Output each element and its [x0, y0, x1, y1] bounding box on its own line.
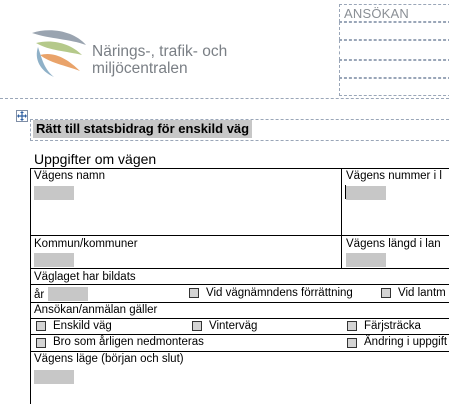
winter-road-label: Vinterväg: [209, 320, 258, 332]
row-divider-4: [30, 302, 449, 303]
ferry-checkbox[interactable]: [347, 321, 357, 331]
bridge-label: Bro som årligen nedmonteras: [53, 336, 204, 348]
table-border-left: [30, 168, 31, 404]
logo-text-line2: miljöcentralen: [92, 60, 188, 77]
header-divider: [0, 98, 449, 99]
road-number-field[interactable]: [346, 186, 386, 200]
row-divider-6: [30, 334, 449, 335]
column-divider: [341, 168, 342, 268]
table-move-handle-icon[interactable]: [16, 110, 28, 122]
row-divider-2: [30, 268, 449, 269]
year-field[interactable]: [48, 287, 88, 301]
header-cell-3: [339, 40, 449, 60]
header-cell-4: [339, 60, 449, 78]
logo-text-line1: Närings-, trafik- och: [92, 43, 228, 60]
road-name-label: Vägens namn: [34, 170, 105, 182]
organisation-name: [92, 43, 227, 77]
road-location-label: Vägens läge (början och slut): [34, 353, 184, 365]
road-name-field[interactable]: [34, 186, 74, 200]
land-survey-checkbox[interactable]: [381, 288, 391, 298]
form-title: Rätt till statsbidrag för enskild väg: [33, 120, 252, 138]
association-formed-label: Väglaget har bildats: [34, 271, 136, 283]
land-survey-label: Vid lantm: [398, 287, 446, 299]
row-divider-3: [30, 284, 449, 285]
section-heading: Uppgifter om vägen: [34, 151, 157, 167]
change-checkbox[interactable]: [347, 338, 357, 348]
road-length-field[interactable]: [346, 253, 386, 267]
road-board-proceedings-checkbox[interactable]: [189, 288, 199, 298]
application-concerns-label: Ansökan/anmälan gäller: [34, 304, 158, 316]
private-road-checkbox[interactable]: [36, 321, 46, 331]
road-length-label: Vägens längd i lan: [346, 238, 441, 250]
municipality-label: Kommun/kommuner: [34, 238, 138, 250]
row-divider-7: [30, 351, 449, 352]
bridge-checkbox[interactable]: [36, 338, 46, 348]
ely-logo-icon: [30, 25, 90, 85]
table-border-top: [30, 168, 449, 169]
header-cell-2: [339, 22, 449, 40]
ferry-label: Färjsträcka: [364, 320, 421, 332]
text-cursor: [345, 185, 346, 199]
year-label: år: [34, 289, 45, 301]
header-cell-5: [339, 78, 449, 96]
road-board-proceedings-label: Vid vägnämndens förrättning: [206, 287, 353, 299]
road-location-field[interactable]: [34, 370, 74, 384]
winter-road-checkbox[interactable]: [192, 321, 202, 331]
row-divider-1: [30, 235, 449, 236]
municipality-field[interactable]: [34, 253, 74, 267]
title-dashed-row: [30, 119, 449, 141]
road-number-label: Vägens nummer i l: [346, 170, 442, 182]
change-label: Ändring i uppgift: [364, 336, 448, 348]
document-type-label: ANSÖKAN: [344, 6, 409, 21]
private-road-label: Enskild väg: [53, 320, 112, 332]
row-divider-5: [30, 318, 449, 319]
